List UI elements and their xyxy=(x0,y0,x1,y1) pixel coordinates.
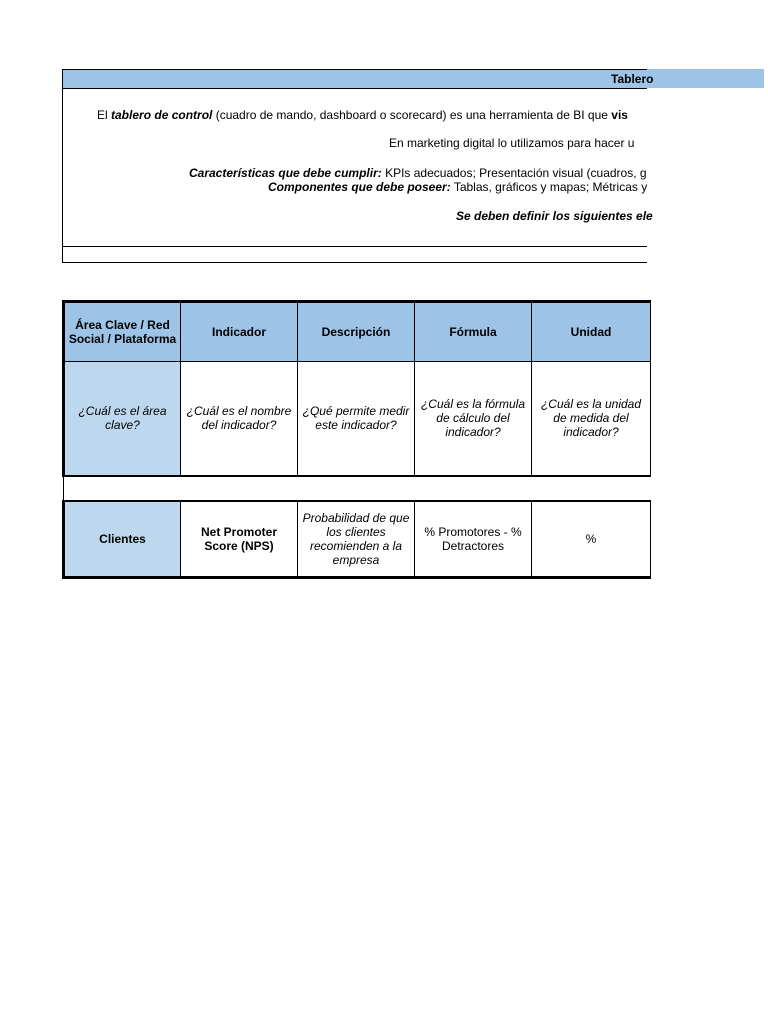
table-header-row xyxy=(64,302,651,362)
guide-formula: ¿Cuál es la fórmula de cálculo del indicador? xyxy=(415,362,532,476)
table-guide-row xyxy=(64,362,651,476)
cell-formula: % Promotores - % Detractores xyxy=(415,501,532,578)
table-row xyxy=(64,501,651,578)
guide-indicador: ¿Cuál es el nombre del indicador? xyxy=(181,362,298,476)
header-indicador: Indicador xyxy=(181,302,298,362)
intro-line-3: Características que debe cumplir: KPIs adecuados; Presentación visual (cuadros, g xyxy=(189,166,647,180)
intro-box xyxy=(62,69,654,263)
intro-footer-rule xyxy=(63,246,647,247)
intro-line-5: Se deben definir los siguientes ele xyxy=(456,209,653,223)
header-descripcion: Descripción xyxy=(298,302,415,362)
spacer-cell xyxy=(64,476,651,501)
cell-indicador: Net Promoter Score (NPS) xyxy=(181,501,298,578)
guide-unidad: ¿Cuál es la unidad de medida del indicador? xyxy=(532,362,651,476)
kpi-table xyxy=(62,300,647,577)
header-area-clave: Área Clave / Red Social / Plataforma xyxy=(64,302,181,362)
intro-header xyxy=(63,70,654,89)
intro-line-2: En marketing digital lo utilizamos para hacer u xyxy=(389,136,635,150)
cell-unidad: % xyxy=(532,501,651,578)
guide-area-clave: ¿Cuál es el área clave? xyxy=(64,362,181,476)
table-spacer-row xyxy=(64,476,651,501)
guide-descripcion: ¿Qué permite medir este indicador? xyxy=(298,362,415,476)
header-formula: Fórmula xyxy=(415,302,532,362)
intro-title: Tablero xyxy=(611,72,654,86)
cell-area-clave: Clientes xyxy=(64,501,181,578)
intro-line-1: El tablero de control (cuadro de mando, dashboard o scorecard) es una herramienta de BI que vis xyxy=(97,108,628,122)
intro-header-band xyxy=(647,69,764,88)
intro-line-4: Componentes que debe poseer: Tablas, gráficos y mapas; Métricas y xyxy=(268,180,648,194)
cell-descripcion: Probabilidad de que los clientes recomienden a la empresa xyxy=(298,501,415,578)
header-unidad: Unidad xyxy=(532,302,651,362)
